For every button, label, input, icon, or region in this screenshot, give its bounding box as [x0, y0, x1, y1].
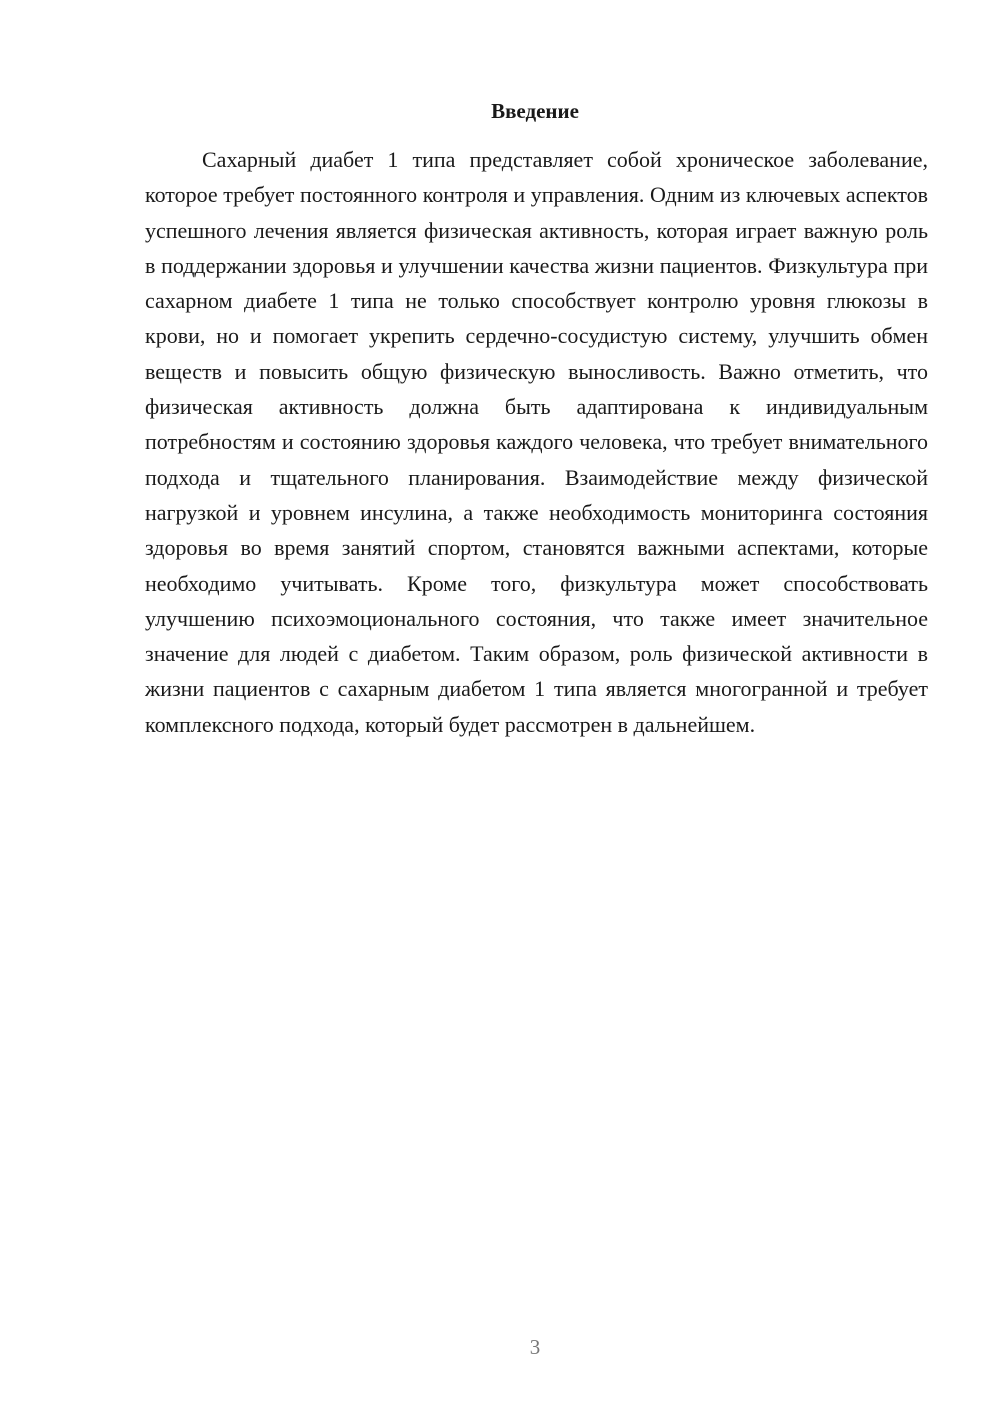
page-number: 3: [529, 1335, 541, 1359]
section-heading: Введение: [491, 99, 579, 123]
intro-paragraph: Сахарный диабет 1 типа представляет собой хроническое заболевание, которое требует постоянного контроля и управления. Одним из ключевых аспектов успешного лечения является физическая активность, которая играет важную роль в поддержании здоровья и улучшении качества жизни пациентов. Физкультура при сахарном диабете 1 типа не только способствует контролю уровня глюкозы в крови, но и помогает укрепить сердечно-сосудистую систему, улучшить обмен веществ и повысить общую физическую выносливость. Важно отметить, что физическая активность должна быть адаптирована к индивидуальным потребностям и состоянию здоровья каждого человека, что требует внимательного подхода и тщательного планирования. Взаимодействие между физической нагрузкой и уровнем инсулина, а также необходимость мониторинга состояния здоровья во время занятий спортом, становятся важными аспектами, которые необходимо учитывать. Кроме того, физкультура может способствовать улучшению психоэмоционального состояния, что также имеет значительное значение для людей с диабетом. Таким образом, роль физической активности в жизни пациентов с сахарным диабетом 1 типа является многогранной и требует комплексного подхода, который будет рассмотрен в дальнейшем.: [145, 147, 928, 737]
